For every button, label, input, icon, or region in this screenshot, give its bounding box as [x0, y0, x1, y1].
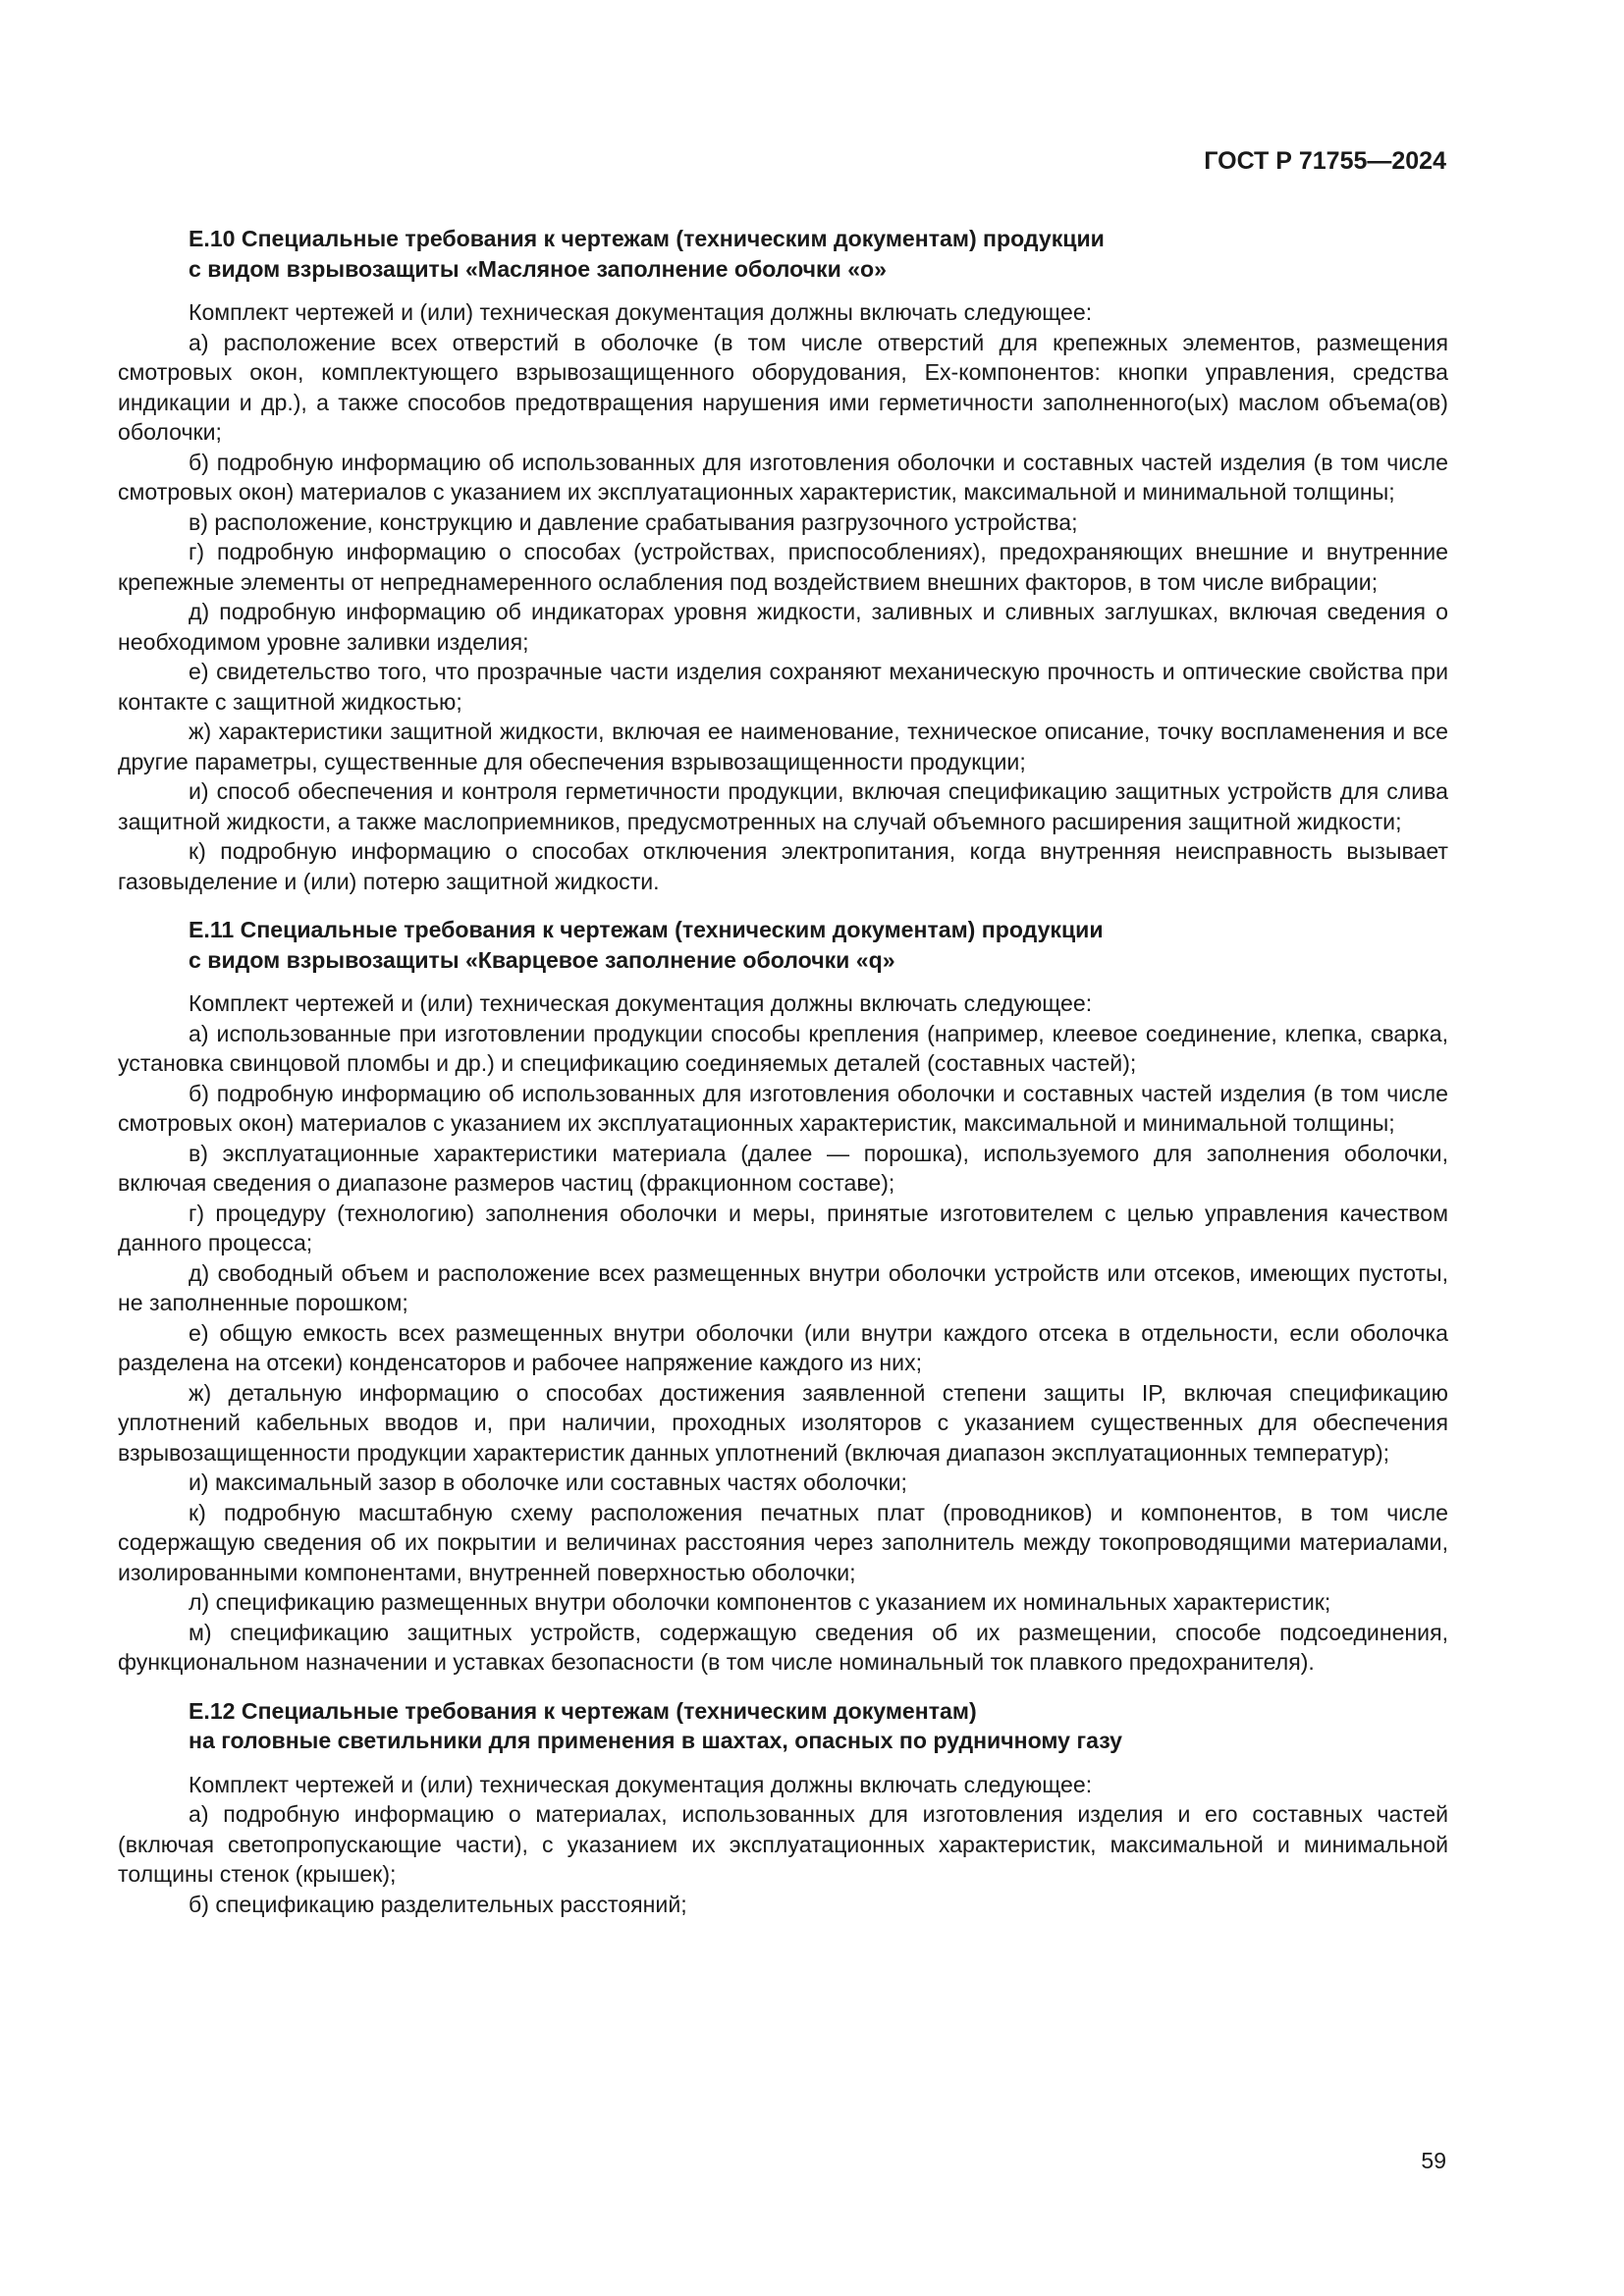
list-item: а) расположение всех отверстий в оболочке (в том числе отверстий для крепежных элементов, размещения смотровых окон, комплектующего взрывозащищенного оборудования, Ex-компонентов: кнопки управления, средства индикации и др.), а также способов предотвращения нарушения ими герметичности заполненного(ых) маслом объема(ов) оболочки;: [118, 329, 1448, 445]
list-item: а) использованные при изготовлении продукции способы крепления (например, клеевое соединение, клепка, сварка, установка свинцовой пломбы и др.) и спецификацию соединяемых деталей (составных частей);: [118, 1020, 1448, 1076]
section-e10: [118, 224, 1448, 896]
list-item: ж) характеристики защитной жидкости, включая ее наименование, техническое описание, точку воспламенения и все другие параметры, существенные для обеспечения взрывозащищенности продукции;: [118, 719, 1448, 774]
list-item: в) расположение, конструкцию и давление срабатывания разгрузочного устройства;: [189, 508, 1078, 535]
list-item: л) спецификацию размещенных внутри оболочки компонентов с указанием их номинальных характеристик;: [189, 1589, 1331, 1615]
list-item: б) подробную информацию об использованных для изготовления оболочки и составных частей изделия (в том числе смотровых окон) материалов с указанием их эксплуатационных характеристик, максимальной и минимальной толщины;: [118, 1080, 1448, 1136]
list-item: б) подробную информацию об использованных для изготовления оболочки и составных частей изделия (в том числе смотровых окон) материалов с указанием их эксплуатационных характеристик, максимальной и минимальной толщины;: [118, 449, 1448, 505]
list-item: к) подробную масштабную схему расположения печатных плат (проводников) и компонентов, в том числе содержащую сведения об их покрытии и величинах расстояния через заполнитель между токопроводящими материалами, изолированными компонентами, внутренней поверхностью оболочки;: [118, 1499, 1448, 1585]
list-item: д) свободный объем и расположение всех размещенных внутри оболочки устройств или отсеков, имеющих пустоты, не заполненные порошком;: [118, 1259, 1448, 1315]
section-e12: [118, 1696, 1448, 1920]
section-title-line: на головные светильники для применения в шахтах, опасных по рудничному газу: [189, 1728, 1122, 1753]
list-item: и) максимальный зазор в оболочке или составных частях оболочки;: [189, 1469, 907, 1495]
section-title-line: Е.12 Специальные требования к чертежам (техническим документам): [189, 1697, 977, 1724]
section-title: [118, 915, 1448, 975]
section-intro: Комплект чертежей и (или) техническая документация должны включать следующее:: [189, 990, 1093, 1016]
list-item: в) эксплуатационные характеристики материала (далее — порошка), используемого для заполнения оболочки, включая сведения о диапазоне размеров частиц (фракционном составе);: [118, 1140, 1448, 1196]
list-item: б) спецификацию разделительных расстояний;: [189, 1891, 687, 1917]
section-title-line: Е.11 Специальные требования к чертежам (техническим документам) продукции: [189, 917, 1104, 942]
list-item: м) спецификацию защитных устройств, содержащую сведения об их размещении, способе подсоединения, функциональном назначении и уставках безопасности (в том числе номинальный ток плавкого предохранителя).: [118, 1619, 1448, 1675]
list-item: е) свидетельство того, что прозрачные части изделия сохраняют механическую прочность и оптические свойства при контакте с защитной жидкостью;: [118, 659, 1448, 715]
section-title-line: Е.10 Специальные требования к чертежам (техническим документам) продукции: [189, 226, 1105, 251]
section-title-line: с видом взрывозащиты «Кварцевое заполнение оболочки «q»: [189, 946, 895, 973]
list-item: е) общую емкость всех размещенных внутри оболочки (или внутри каждого отсека в отдельности, если оболочка разделена на отсеки) конденсаторов и рабочее напряжение каждого из них;: [118, 1319, 1448, 1375]
document-code: ГОСТ Р 71755—2024: [1204, 147, 1446, 175]
section-intro: Комплект чертежей и (или) техническая документация должны включать следующее:: [189, 1771, 1093, 1797]
list-item: и) способ обеспечения и контроля герметичности продукции, включая спецификацию защитных устройств для слива защитной жидкости, а также маслоприемников, предусмотренных на случай объемного расширения защитной жидкости;: [118, 778, 1448, 834]
list-item: г) процедуру (технологию) заполнения оболочки и меры, принятые изготовителем с целью управления качеством данного процесса;: [118, 1200, 1448, 1255]
section-e11: [118, 915, 1448, 1678]
section-title: [118, 224, 1448, 284]
section-intro: Комплект чертежей и (или) техническая документация должны включать следующее:: [189, 299, 1093, 325]
list-item: а) подробную информацию о материалах, использованных для изготовления изделия и его составных частей (включая светопропускающие части), с указанием их эксплуатационных характеристик, максимальной и минимальной толщины стенок (крышек);: [118, 1801, 1448, 1887]
page-number: 59: [1421, 2148, 1446, 2173]
list-item: ж) детальную информацию о способах достижения заявленной степени защиты IP, включая спецификацию уплотнений кабельных вводов и, при наличии, проходных изоляторов с указанием существенных для обеспечения взрывозащищенности продукции характеристик данных уплотнений (включая диапазон эксплуатационных температур);: [118, 1379, 1448, 1466]
section-title: [118, 1696, 1448, 1756]
section-title-line: с видом взрывозащиты «Масляное заполнение оболочки «о»: [189, 255, 888, 282]
document-body: [118, 224, 1448, 1919]
list-item: д) подробную информацию об индикаторах уровня жидкости, заливных и сливных заглушках, включая сведения о необходимом уровне заливки изделия;: [118, 599, 1448, 655]
list-item: к) подробную информацию о способах отключения электропитания, когда внутренняя неисправность вызывает газовыделение и (или) потерю защитной жидкости.: [118, 838, 1448, 894]
list-item: г) подробную информацию о способах (устройствах, приспособлениях), предохраняющих внешние и внутренние крепежные элементы от непреднамеренного ослабления под воздействием внешних факторов, в том числе вибрации;: [118, 539, 1448, 595]
